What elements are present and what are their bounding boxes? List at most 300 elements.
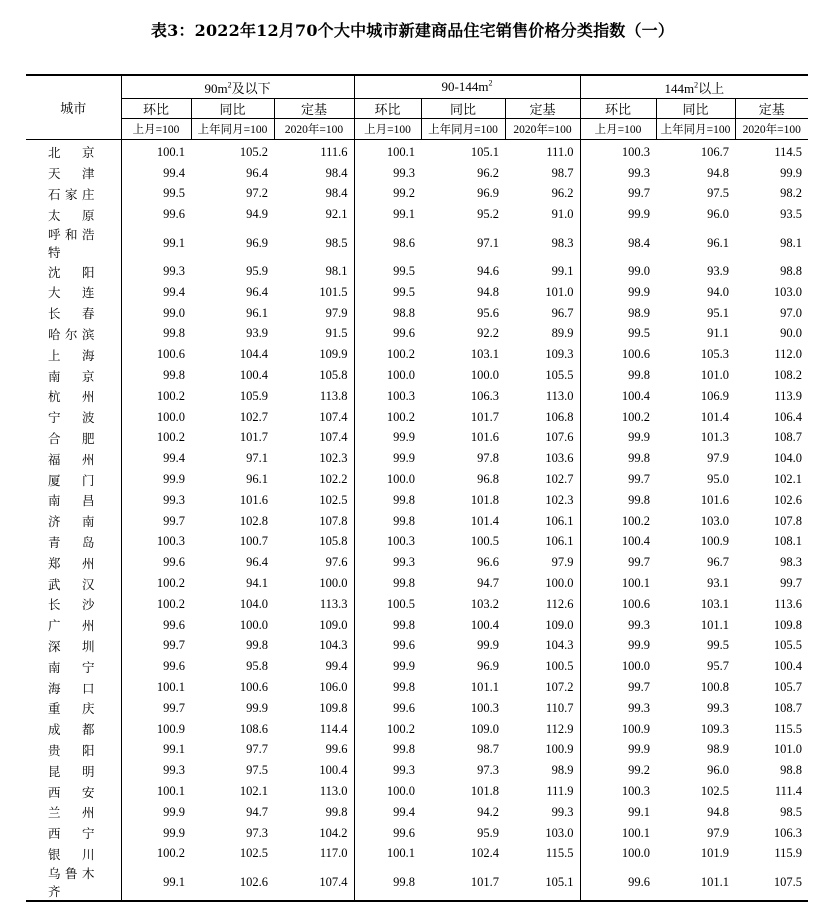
index-value: 110.7 xyxy=(505,698,580,719)
index-value: 91.0 xyxy=(505,204,580,225)
index-value: 99.4 xyxy=(163,451,185,466)
index-value: 105.8 xyxy=(274,532,354,553)
index-value: 109.8 xyxy=(773,617,803,632)
index-value: 107.4 xyxy=(274,407,354,428)
index-value: 94.0 xyxy=(707,284,730,299)
index-value: 107.8 xyxy=(274,511,354,532)
index-value: 106.1 xyxy=(505,532,580,553)
index-value: 100.6 xyxy=(621,596,651,611)
table-row xyxy=(26,282,808,303)
index-value: 98.8 xyxy=(780,763,803,778)
index-value: 107.4 xyxy=(274,864,354,901)
index-value: 99.4 xyxy=(393,804,416,819)
index-value: 96.2 xyxy=(505,184,580,205)
index-value: 105.9 xyxy=(239,388,268,403)
sub-header-base: 定基 xyxy=(274,99,354,119)
city-name: 石家庄 xyxy=(26,184,121,205)
index-value: 99.8 xyxy=(393,874,416,889)
table-row xyxy=(26,469,808,490)
index-value: 100.1 xyxy=(621,825,651,840)
index-value: 98.7 xyxy=(505,163,580,184)
index-value: 101.0 xyxy=(773,742,803,757)
index-value: 99.7 xyxy=(628,472,651,487)
index-value: 95.8 xyxy=(246,659,268,674)
city-name: 深圳 xyxy=(26,636,121,657)
index-value: 96.4 xyxy=(246,165,268,180)
index-value: 100.4 xyxy=(773,659,803,674)
city-name: 天津 xyxy=(26,163,121,184)
index-value: 97.7 xyxy=(246,742,268,757)
index-value: 101.7 xyxy=(239,430,268,445)
index-value: 99.7 xyxy=(780,576,803,591)
index-value: 102.5 xyxy=(239,846,268,861)
index-value: 97.0 xyxy=(780,305,803,320)
index-value: 100.9 xyxy=(156,721,185,736)
index-value: 99.6 xyxy=(393,825,416,840)
index-value: 99.3 xyxy=(628,165,651,180)
index-value: 100.5 xyxy=(386,596,416,611)
index-value: 100.6 xyxy=(239,680,268,695)
index-value: 100.0 xyxy=(505,573,580,594)
index-value: 101.6 xyxy=(239,492,268,507)
table-row xyxy=(26,448,808,469)
city-name: 南京 xyxy=(26,365,121,386)
index-value: 100.1 xyxy=(621,576,651,591)
index-value: 96.7 xyxy=(707,555,730,570)
city-name: 广州 xyxy=(26,615,121,636)
index-value: 107.5 xyxy=(773,874,803,889)
index-value: 109.0 xyxy=(274,615,354,636)
index-value: 99.8 xyxy=(163,326,185,341)
index-value: 100.2 xyxy=(386,347,416,362)
index-value: 103.6 xyxy=(505,448,580,469)
index-value: 103.0 xyxy=(700,513,730,528)
index-value: 112.9 xyxy=(505,719,580,740)
index-value: 107.8 xyxy=(773,513,803,528)
index-value: 99.3 xyxy=(163,763,185,778)
index-value: 99.9 xyxy=(393,430,416,445)
index-value: 101.0 xyxy=(505,282,580,303)
index-value: 100.1 xyxy=(156,784,185,798)
index-value: 99.5 xyxy=(628,326,651,341)
index-value: 96.1 xyxy=(246,305,268,320)
table-row xyxy=(26,386,808,407)
index-value: 99.5 xyxy=(163,186,185,201)
table-row xyxy=(26,864,808,901)
table-row xyxy=(26,698,808,719)
index-value: 94.2 xyxy=(477,804,500,819)
index-value: 99.6 xyxy=(163,555,185,570)
city-name: 西安 xyxy=(26,781,121,802)
index-value: 93.5 xyxy=(780,207,803,222)
index-value: 94.7 xyxy=(246,804,268,819)
index-value: 100.4 xyxy=(621,534,651,549)
index-value: 95.1 xyxy=(707,305,730,320)
group-header-medium: $90-144m^2$ xyxy=(354,75,580,99)
index-value: 113.8 xyxy=(274,386,354,407)
index-value: 109.0 xyxy=(505,615,580,636)
index-value: 96.6 xyxy=(477,555,500,570)
index-value: 100.0 xyxy=(386,368,416,383)
base-header-base: 2020年=100 xyxy=(274,119,354,140)
index-value: 99.3 xyxy=(505,802,580,823)
index-value: 99.7 xyxy=(163,513,185,528)
index-value: 99.3 xyxy=(163,264,185,279)
index-value: 100.2 xyxy=(156,388,185,403)
index-value: 97.5 xyxy=(707,186,730,201)
index-value: 97.8 xyxy=(477,451,500,466)
index-value: 96.2 xyxy=(477,165,500,180)
index-value: 99.8 xyxy=(163,368,185,383)
city-name: 长沙 xyxy=(26,594,121,615)
table-row xyxy=(26,740,808,761)
index-value: 101.4 xyxy=(470,513,500,528)
index-value: 100.2 xyxy=(156,846,185,861)
index-value: 101.9 xyxy=(700,846,730,861)
index-value: 100.5 xyxy=(505,656,580,677)
sub-header-yoy: 同比 xyxy=(421,99,505,119)
index-value: 100.2 xyxy=(621,409,651,424)
index-value: 105.5 xyxy=(505,365,580,386)
table-row xyxy=(26,760,808,781)
index-value: 100.3 xyxy=(621,784,651,798)
index-value: 99.9 xyxy=(163,472,185,487)
sub-header-yoy: 同比 xyxy=(656,99,735,119)
table-row xyxy=(26,163,808,184)
index-value: 99.2 xyxy=(628,763,651,778)
group-header-small: $90m^2$及以下 xyxy=(121,75,354,99)
index-value: 99.8 xyxy=(274,802,354,823)
index-value: 96.1 xyxy=(246,472,268,487)
index-value: 99.6 xyxy=(163,659,185,674)
index-value: 108.6 xyxy=(239,721,268,736)
index-value: 98.2 xyxy=(780,186,803,201)
index-value: 114.5 xyxy=(774,144,803,159)
index-value: 104.3 xyxy=(505,636,580,657)
index-value: 99.3 xyxy=(393,763,416,778)
index-value: 100.4 xyxy=(470,617,500,632)
index-value: 100.3 xyxy=(156,534,185,549)
index-value: 94.1 xyxy=(246,576,268,591)
index-value: 102.2 xyxy=(274,469,354,490)
index-value: 114.4 xyxy=(274,719,354,740)
index-value: 95.9 xyxy=(477,825,500,840)
index-value: 112.6 xyxy=(505,594,580,615)
table-title: 表3：2022年12月70个大中城市新建商品住宅销售价格分类指数（一） xyxy=(150,21,675,40)
index-value: 91.5 xyxy=(274,324,354,345)
table-row xyxy=(26,532,808,553)
index-value: 99.8 xyxy=(393,576,416,591)
index-value: 101.7 xyxy=(470,409,500,424)
index-value: 93.9 xyxy=(707,264,730,279)
index-value: 104.4 xyxy=(239,347,268,362)
index-value: 99.8 xyxy=(393,513,416,528)
index-value: 108.7 xyxy=(773,430,803,445)
index-value: 99.7 xyxy=(628,680,651,695)
sub-header-mom: 环比 xyxy=(121,99,191,119)
index-value: 99.4 xyxy=(163,165,185,180)
index-value: 105.7 xyxy=(773,680,803,695)
index-value: 103.0 xyxy=(505,823,580,844)
index-value: 99.6 xyxy=(628,874,651,889)
table-row xyxy=(26,344,808,365)
index-value: 109.8 xyxy=(274,698,354,719)
index-value: 89.9 xyxy=(505,324,580,345)
index-value: 106.1 xyxy=(505,511,580,532)
index-value: 93.1 xyxy=(707,576,730,591)
city-name: 沈阳 xyxy=(26,261,121,282)
city-name: 昆明 xyxy=(26,760,121,781)
table-row xyxy=(26,428,808,449)
index-value: 99.6 xyxy=(393,326,416,341)
index-value: 100.6 xyxy=(621,347,651,362)
index-value: 99.7 xyxy=(163,638,185,653)
index-value: 99.6 xyxy=(393,700,416,715)
index-value: 96.4 xyxy=(246,555,268,570)
index-value: 106.4 xyxy=(773,409,803,424)
index-value: 98.3 xyxy=(780,555,803,570)
index-value: 96.0 xyxy=(707,207,730,222)
index-value: 100.2 xyxy=(386,409,416,424)
index-value: 99.6 xyxy=(274,740,354,761)
index-value: 113.3 xyxy=(274,594,354,615)
index-value: 108.2 xyxy=(773,368,803,383)
index-value: 104.0 xyxy=(773,451,803,466)
index-value: 99.1 xyxy=(393,207,416,222)
index-value: 100.7 xyxy=(239,534,268,549)
city-name: 太原 xyxy=(26,204,121,225)
sub-header-mom: 环比 xyxy=(354,99,421,119)
index-value: 99.9 xyxy=(246,700,268,715)
index-value: 99.6 xyxy=(163,617,185,632)
index-value: 102.6 xyxy=(239,874,268,889)
index-value: 105.1 xyxy=(470,144,500,159)
table-row xyxy=(26,225,808,261)
index-value: 100.2 xyxy=(156,596,185,611)
index-value: 99.9 xyxy=(628,638,651,653)
index-value: 97.6 xyxy=(274,552,354,573)
index-value: 96.9 xyxy=(477,186,500,201)
index-value: 96.8 xyxy=(477,472,500,487)
index-value: 99.1 xyxy=(163,874,185,889)
index-value: 100.1 xyxy=(156,144,185,159)
index-value: 100.0 xyxy=(156,409,185,424)
index-value: 99.9 xyxy=(163,825,185,840)
index-value: 98.8 xyxy=(393,305,416,320)
index-value: 103.1 xyxy=(700,596,730,611)
index-value: 105.3 xyxy=(700,347,730,362)
index-value: 95.9 xyxy=(246,264,268,279)
index-value: 111.0 xyxy=(505,140,580,163)
index-value: 95.6 xyxy=(477,305,500,320)
index-value: 100.1 xyxy=(386,144,416,159)
index-value: 99.3 xyxy=(628,700,651,715)
city-name: 大连 xyxy=(26,282,121,303)
index-value: 99.7 xyxy=(163,700,185,715)
table-row xyxy=(26,511,808,532)
index-value: 107.2 xyxy=(505,677,580,698)
price-index-table xyxy=(26,74,808,902)
index-value: 100.1 xyxy=(386,846,416,861)
index-value: 101.7 xyxy=(470,874,500,889)
index-value: 99.1 xyxy=(163,742,185,757)
table-row xyxy=(26,552,808,573)
index-value: 96.0 xyxy=(707,763,730,778)
index-value: 102.5 xyxy=(274,490,354,511)
index-value: 97.1 xyxy=(477,235,500,250)
index-value: 100.9 xyxy=(700,534,730,549)
index-value: 98.7 xyxy=(477,742,500,757)
index-value: 99.9 xyxy=(163,804,185,819)
index-value: 100.0 xyxy=(621,659,651,674)
table-row xyxy=(26,490,808,511)
city-name: 乌鲁木齐 xyxy=(26,864,121,901)
index-value: 103.2 xyxy=(470,596,500,611)
index-value: 94.8 xyxy=(477,284,500,299)
index-value: 100.4 xyxy=(239,368,268,383)
base-header-base: 2020年=100 xyxy=(505,119,580,140)
index-value: 106.3 xyxy=(773,825,803,840)
index-value: 98.1 xyxy=(780,235,803,250)
index-value: 109.0 xyxy=(470,721,500,736)
index-value: 96.9 xyxy=(477,659,500,674)
index-value: 100.1 xyxy=(156,680,185,695)
index-value: 99.8 xyxy=(628,451,651,466)
index-value: 98.6 xyxy=(393,235,416,250)
index-value: 100.0 xyxy=(386,784,416,798)
index-value: 106.7 xyxy=(700,144,730,159)
index-value: 101.8 xyxy=(470,492,500,507)
index-value: 99.8 xyxy=(393,492,416,507)
table-row xyxy=(26,303,808,324)
index-value: 115.5 xyxy=(505,844,580,865)
index-value: 108.7 xyxy=(773,700,803,715)
index-value: 102.6 xyxy=(773,492,803,507)
index-value: 117.0 xyxy=(274,844,354,865)
city-name: 青岛 xyxy=(26,532,121,553)
base-header-mom: 上月=100 xyxy=(580,119,656,140)
index-value: 93.9 xyxy=(246,326,268,341)
city-name: 银川 xyxy=(26,844,121,865)
index-value: 97.3 xyxy=(246,825,268,840)
index-value: 98.5 xyxy=(274,225,354,261)
index-value: 100.9 xyxy=(621,721,651,736)
index-value: 115.5 xyxy=(774,721,803,736)
index-value: 98.4 xyxy=(628,235,651,250)
index-value: 100.0 xyxy=(386,472,416,487)
index-value: 109.3 xyxy=(505,344,580,365)
index-value: 96.1 xyxy=(707,235,730,250)
city-name: 重庆 xyxy=(26,698,121,719)
sub-header-base: 定基 xyxy=(505,99,580,119)
table-row xyxy=(26,184,808,205)
index-value: 99.5 xyxy=(393,264,416,279)
sub-header-base: 定基 xyxy=(735,99,808,119)
index-value: 99.4 xyxy=(274,656,354,677)
index-value: 99.6 xyxy=(393,638,416,653)
city-name: 福州 xyxy=(26,448,121,469)
index-value: 99.2 xyxy=(393,186,416,201)
table-row xyxy=(26,615,808,636)
index-value: 98.1 xyxy=(274,261,354,282)
city-name: 南昌 xyxy=(26,490,121,511)
index-value: 108.1 xyxy=(773,534,803,549)
base-header-yoy: 上年同月=100 xyxy=(191,119,274,140)
index-value: 98.9 xyxy=(505,760,580,781)
index-value: 100.2 xyxy=(156,430,185,445)
index-value: 99.9 xyxy=(393,659,416,674)
index-value: 99.9 xyxy=(393,451,416,466)
index-value: 100.4 xyxy=(274,760,354,781)
index-value: 102.1 xyxy=(239,784,268,798)
index-value: 97.9 xyxy=(505,552,580,573)
index-value: 99.5 xyxy=(707,638,730,653)
index-value: 97.9 xyxy=(707,825,730,840)
index-value: 100.2 xyxy=(621,513,651,528)
city-name: 厦门 xyxy=(26,469,121,490)
index-value: 104.0 xyxy=(239,596,268,611)
index-value: 100.0 xyxy=(470,368,500,383)
index-value: 92.1 xyxy=(274,204,354,225)
index-value: 94.7 xyxy=(477,576,500,591)
index-value: 102.5 xyxy=(700,784,730,798)
table-row xyxy=(26,407,808,428)
index-value: 100.2 xyxy=(386,721,416,736)
index-value: 107.4 xyxy=(274,428,354,449)
city-name: 郑州 xyxy=(26,552,121,573)
index-value: 99.3 xyxy=(707,700,730,715)
table-row xyxy=(26,677,808,698)
index-value: 99.3 xyxy=(628,617,651,632)
index-value: 94.6 xyxy=(477,264,500,279)
index-value: 109.9 xyxy=(274,344,354,365)
index-value: 106.8 xyxy=(505,407,580,428)
base-header-yoy: 上年同月=100 xyxy=(421,119,505,140)
city-name: 呼和浩特 xyxy=(26,225,121,261)
index-value: 106.0 xyxy=(274,677,354,698)
table-row xyxy=(26,140,808,163)
index-value: 102.1 xyxy=(773,472,803,487)
index-value: 99.3 xyxy=(393,555,416,570)
index-value: 98.5 xyxy=(780,804,803,819)
index-value: 99.9 xyxy=(628,742,651,757)
index-value: 105.2 xyxy=(239,144,268,159)
index-value: 100.3 xyxy=(621,144,651,159)
index-value: 96.7 xyxy=(505,303,580,324)
city-name: 哈尔滨 xyxy=(26,324,121,345)
index-value: 104.2 xyxy=(274,823,354,844)
index-value: 94.9 xyxy=(246,207,268,222)
index-value: 106.3 xyxy=(470,388,500,403)
index-value: 99.8 xyxy=(628,492,651,507)
city-name: 合肥 xyxy=(26,428,121,449)
index-value: 101.1 xyxy=(470,680,500,695)
index-value: 100.3 xyxy=(386,534,416,549)
index-value: 99.9 xyxy=(780,165,803,180)
base-header-base: 2020年=100 xyxy=(735,119,808,140)
city-column-header: 城市 xyxy=(26,75,121,140)
index-value: 100.0 xyxy=(621,846,651,861)
city-name: 成都 xyxy=(26,719,121,740)
index-value: 103.1 xyxy=(470,347,500,362)
sub-header-mom: 环比 xyxy=(580,99,656,119)
index-value: 105.5 xyxy=(773,638,803,653)
index-value: 97.1 xyxy=(246,451,268,466)
table-row xyxy=(26,844,808,865)
index-value: 101.4 xyxy=(700,409,730,424)
city-name: 海口 xyxy=(26,677,121,698)
index-value: 101.6 xyxy=(700,492,730,507)
